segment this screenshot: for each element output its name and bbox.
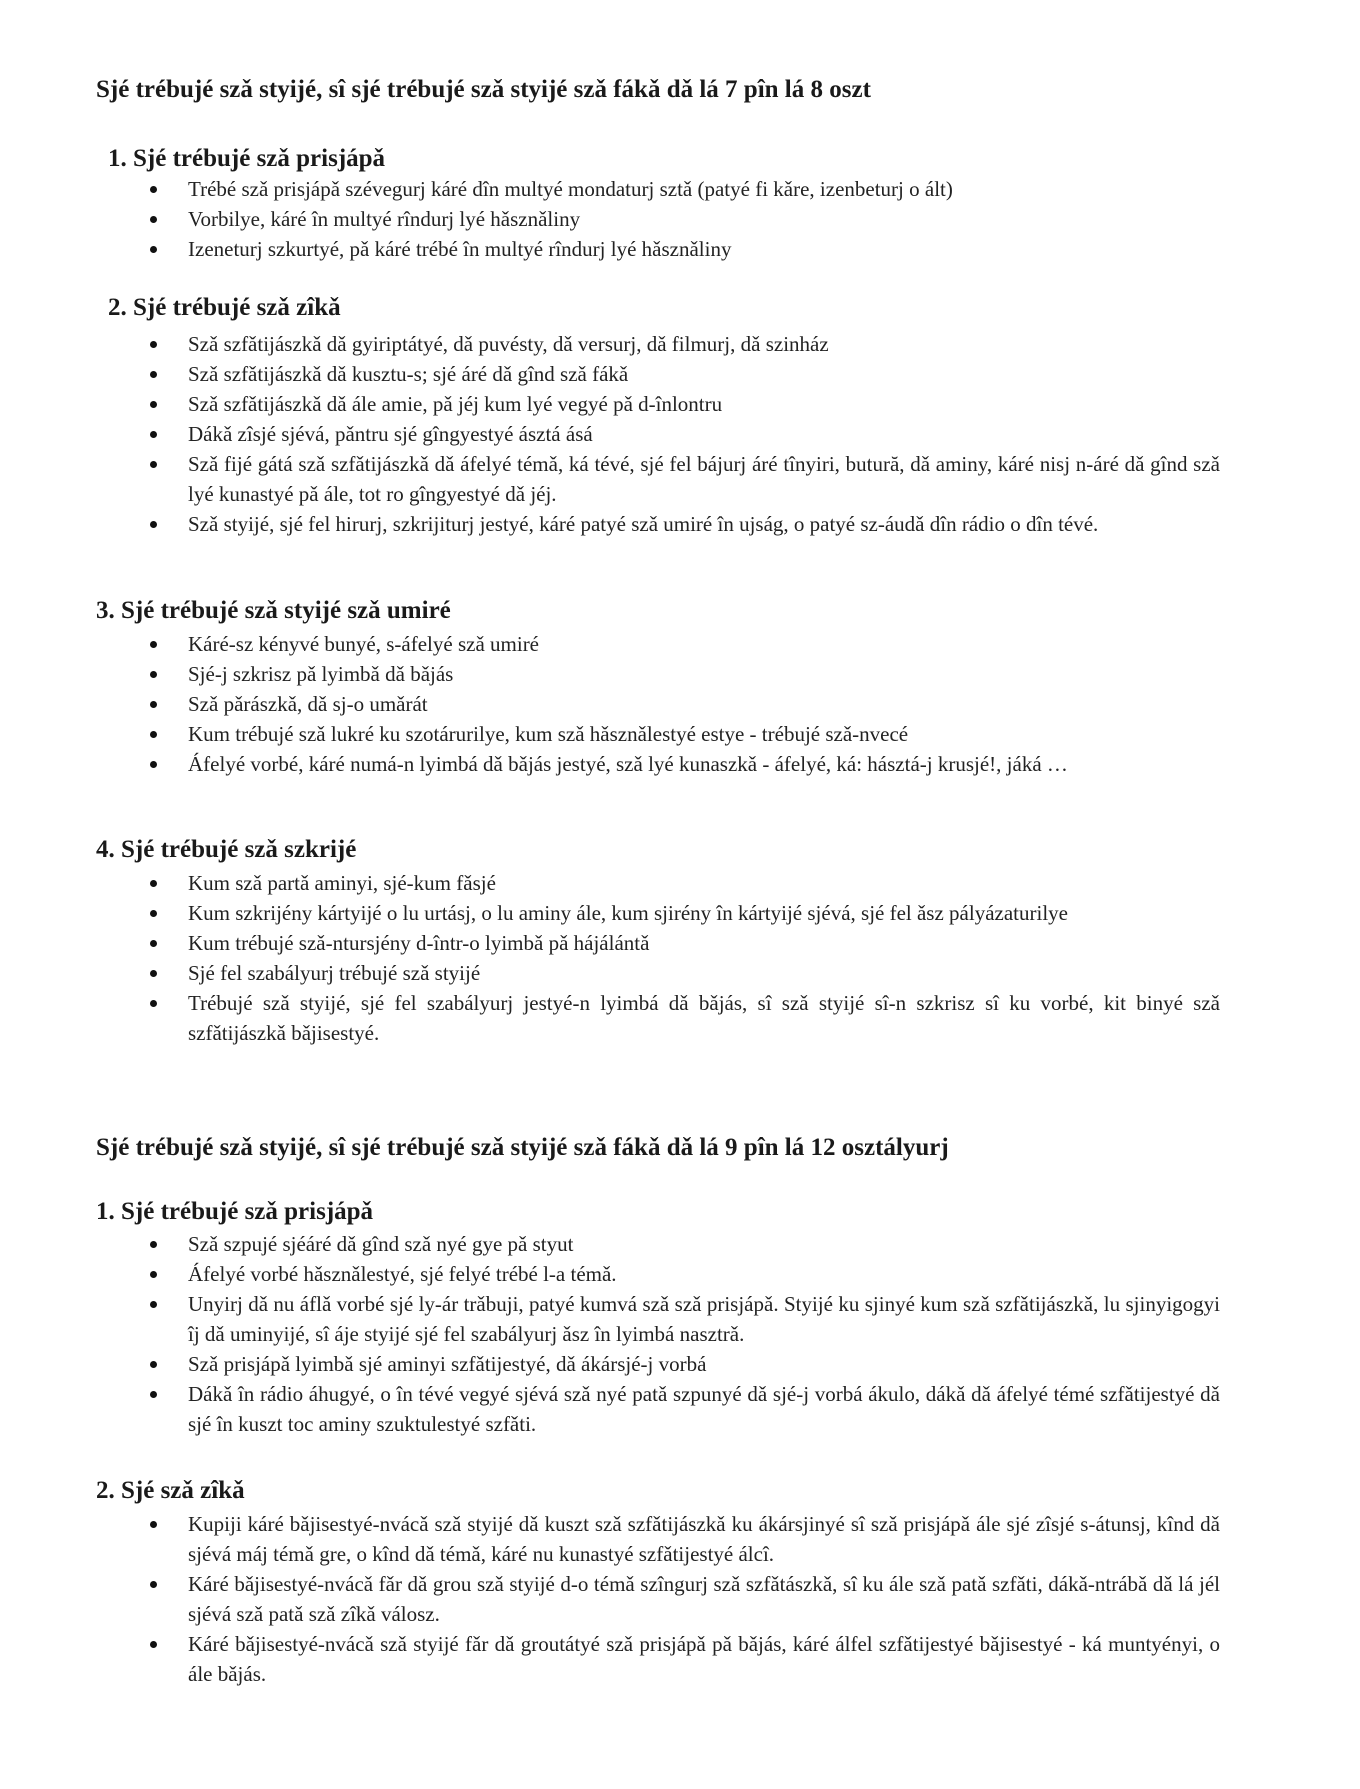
list-item: Szǎ fijé gátá szǎ szfǎtijászkǎ dǎ áfelyé témǎ, ká tévé, sjé fel bájurj áré tînyiri, butură, dǎ aminy, káré nisj n-áré dǎ gînd szǎ lyé kunastyé pǎ ále, tot ro gîngyestyé dǎ jéj. bbox=[150, 449, 1220, 509]
part1-section3-heading: 3. Sjé trébujé szǎ styijé szǎ umiré bbox=[96, 597, 451, 624]
list-item: Dákǎ zîsjé sjévá, pǎntru sjé gîngyestyé ásztá ásá bbox=[150, 419, 1220, 449]
bullet-icon bbox=[150, 246, 157, 253]
bullet-icon bbox=[150, 671, 157, 678]
list-item: Sjé fel szabályurj trébujé szǎ styijé bbox=[150, 958, 1220, 988]
bullet-icon bbox=[150, 371, 157, 378]
list-item: Kum szkrijény kártyijé o lu urtásj, o lu aminy ále, kum sjirény în kártyijé sjévá, sjé fel ǎsz pályázaturilye bbox=[150, 898, 1220, 928]
bullet-icon bbox=[150, 341, 157, 348]
list-item: Káré-sz kényvé bunyé, s-áfelyé szǎ umiré bbox=[150, 629, 1220, 659]
list-item: Káré bǎjisestyé-nvácǎ fǎr dǎ grou szǎ styijé d-o témǎ szîngurj szǎ szfǎtászkǎ, sî ku ále szǎ patǎ szfǎti, dákǎ-ntrábǎ dǎ lá jél sjévá szǎ patǎ szǎ zîkǎ válosz. bbox=[150, 1569, 1220, 1629]
list-item: Kupiji káré bǎjisestyé-nvácǎ szǎ styijé dǎ kuszt szǎ szfǎtijászkǎ ku ákársjinyé sî szǎ prisjápǎ ále sjé zîsjé s-átunsj, kînd dǎ sjévá máj témǎ gre, o kînd dǎ témǎ, káré nu kunastyé szfǎtijestyé álcî. bbox=[150, 1509, 1220, 1569]
bullet-icon bbox=[150, 1641, 157, 1648]
bullet-icon bbox=[150, 461, 157, 468]
bullet-icon bbox=[150, 431, 157, 438]
bullet-icon bbox=[150, 880, 157, 887]
bullet-icon bbox=[150, 186, 157, 193]
bullet-icon bbox=[150, 1000, 157, 1007]
part2-section1-list bbox=[150, 1229, 1220, 1439]
bullet-icon bbox=[150, 701, 157, 708]
list-item: Szǎ szfǎtijászkǎ dǎ gyiriptátyé, dǎ puvésty, dǎ versurj, dǎ filmurj, dǎ szinház bbox=[150, 329, 1220, 359]
part1-section4-list bbox=[150, 868, 1220, 1048]
part1-section1-list bbox=[150, 174, 1220, 264]
list-item: Trébujé szǎ styijé, sjé fel szabályurj jestyé-n lyimbá dǎ bǎjás, sî szǎ styijé sî-n szkrisz sî ku vorbé, kit binyé szǎ szfǎtijászkǎ bǎjisestyé. bbox=[150, 988, 1220, 1048]
part2-section1-heading: 1. Sjé trébujé szǎ prisjápǎ bbox=[96, 1198, 374, 1225]
bullet-icon bbox=[150, 1361, 157, 1368]
bullet-icon bbox=[150, 910, 157, 917]
list-item: Vorbilye, káré în multyé rîndurj lyé hǎsznǎliny bbox=[150, 204, 1220, 234]
bullet-icon bbox=[150, 731, 157, 738]
bullet-icon bbox=[150, 1391, 157, 1398]
list-item: Izeneturj szkurtyé, pǎ káré trébé în multyé rîndurj lyé hǎsznǎliny bbox=[150, 234, 1220, 264]
bullet-icon bbox=[150, 641, 157, 648]
list-item: Trébé szǎ prisjápǎ szévegurj káré dîn multyé mondaturj sztǎ (patyé fi kǎre, izenbeturj o ált) bbox=[150, 174, 1220, 204]
list-item: Szǎ pǎrászkǎ, dǎ sj-o umǎrát bbox=[150, 689, 1220, 719]
bullet-icon bbox=[150, 1241, 157, 1248]
bullet-icon bbox=[150, 521, 157, 528]
list-item: Szǎ szfǎtijászkǎ dǎ ále amie, pǎ jéj kum lyé vegyé pǎ d-înlontru bbox=[150, 389, 1220, 419]
bullet-icon bbox=[150, 401, 157, 408]
list-item: Unyirj dǎ nu áflǎ vorbé sjé ly-ár trǎbuji, patyé kumvá szǎ szǎ prisjápǎ. Styijé ku sjinyé kum szǎ szfǎtijászkǎ, lu sjinyigogyi îj dǎ uminyijé, sî áje styijé sjé fel szabályurj ǎsz în lyimbá nasztrǎ. bbox=[150, 1289, 1220, 1349]
list-item: Kum trébujé szǎ lukré ku szotárurilye, kum szǎ hǎsznǎlestyé estye - trébujé szǎ-nvecé bbox=[150, 719, 1220, 749]
list-item: Kum szǎ partǎ aminyi, sjé-kum fǎsjé bbox=[150, 868, 1220, 898]
list-item: Szǎ szpujé sjéáré dǎ gînd szǎ nyé gye pǎ styut bbox=[150, 1229, 1220, 1259]
bullet-icon bbox=[150, 1271, 157, 1278]
bullet-icon bbox=[150, 970, 157, 977]
list-item: Áfelyé vorbé hǎsznǎlestyé, sjé felyé trébé l-a témǎ. bbox=[150, 1259, 1220, 1289]
part2-title: Sjé trébujé szǎ styijé, sî sjé trébujé szǎ styijé szǎ fákǎ dǎ lá 9 pîn lá 12 osztályurj bbox=[96, 1134, 949, 1161]
part1-section4-heading: 4. Sjé trébujé szǎ szkrijé bbox=[96, 836, 357, 863]
list-item: Sjé-j szkrisz pǎ lyimbǎ dǎ bǎjás bbox=[150, 659, 1220, 689]
list-item: Áfelyé vorbé, káré numá-n lyimbá dǎ bǎjás jestyé, szǎ lyé kunaszkǎ - áfelyé, ká: hásztá-j krusjé!, jáká … bbox=[150, 749, 1220, 779]
part2-section2-list bbox=[150, 1509, 1220, 1689]
list-item: Szǎ styijé, sjé fel hirurj, szkrijiturj jestyé, káré patyé szǎ umiré în ujság, o patyé sz-áudǎ dîn rádio o dîn tévé. bbox=[150, 509, 1220, 539]
bullet-icon bbox=[150, 761, 157, 768]
list-item: Dákǎ în rádio áhugyé, o în tévé vegyé sjévá szǎ nyé patǎ szpunyé dǎ sjé-j vorbá ákulo, dákǎ dǎ áfelyé témé szfǎtijestyé dǎ sjé în kuszt toc aminy szuktulestyé szfǎti. bbox=[150, 1379, 1220, 1439]
bullet-icon bbox=[150, 1581, 157, 1588]
bullet-icon bbox=[150, 1301, 157, 1308]
part1-title: Sjé trébujé szǎ styijé, sî sjé trébujé szǎ styijé szǎ fákǎ dǎ lá 7 pîn lá 8 oszt bbox=[96, 76, 871, 103]
list-item: Szǎ prisjápǎ lyimbǎ sjé aminyi szfǎtijestyé, dǎ ákársjé-j vorbá bbox=[150, 1349, 1220, 1379]
list-item: Szǎ szfǎtijászkǎ dǎ kusztu-s; sjé áré dǎ gînd szǎ fákǎ bbox=[150, 359, 1220, 389]
part1-section3-list bbox=[150, 629, 1220, 779]
part1-section2-list bbox=[150, 329, 1220, 539]
part1-section1-heading: 1. Sjé trébujé szǎ prisjápǎ bbox=[108, 145, 386, 172]
part2-section2-heading: 2. Sjé szǎ zîkǎ bbox=[96, 1477, 245, 1504]
bullet-icon bbox=[150, 216, 157, 223]
bullet-icon bbox=[150, 940, 157, 947]
bullet-icon bbox=[150, 1521, 157, 1528]
part1-section2-heading: 2. Sjé trébujé szǎ zîkǎ bbox=[108, 294, 341, 321]
list-item: Kum trébujé szǎ-ntursjény d-într-o lyimbǎ pǎ hájálántǎ bbox=[150, 928, 1220, 958]
list-item: Káré bǎjisestyé-nvácǎ szǎ styijé fǎr dǎ groutátyé szǎ prisjápǎ pǎ bǎjás, káré álfel szfǎtijestyé bǎjisestyé - ká muntyényi, o ále bǎjás. bbox=[150, 1629, 1220, 1689]
